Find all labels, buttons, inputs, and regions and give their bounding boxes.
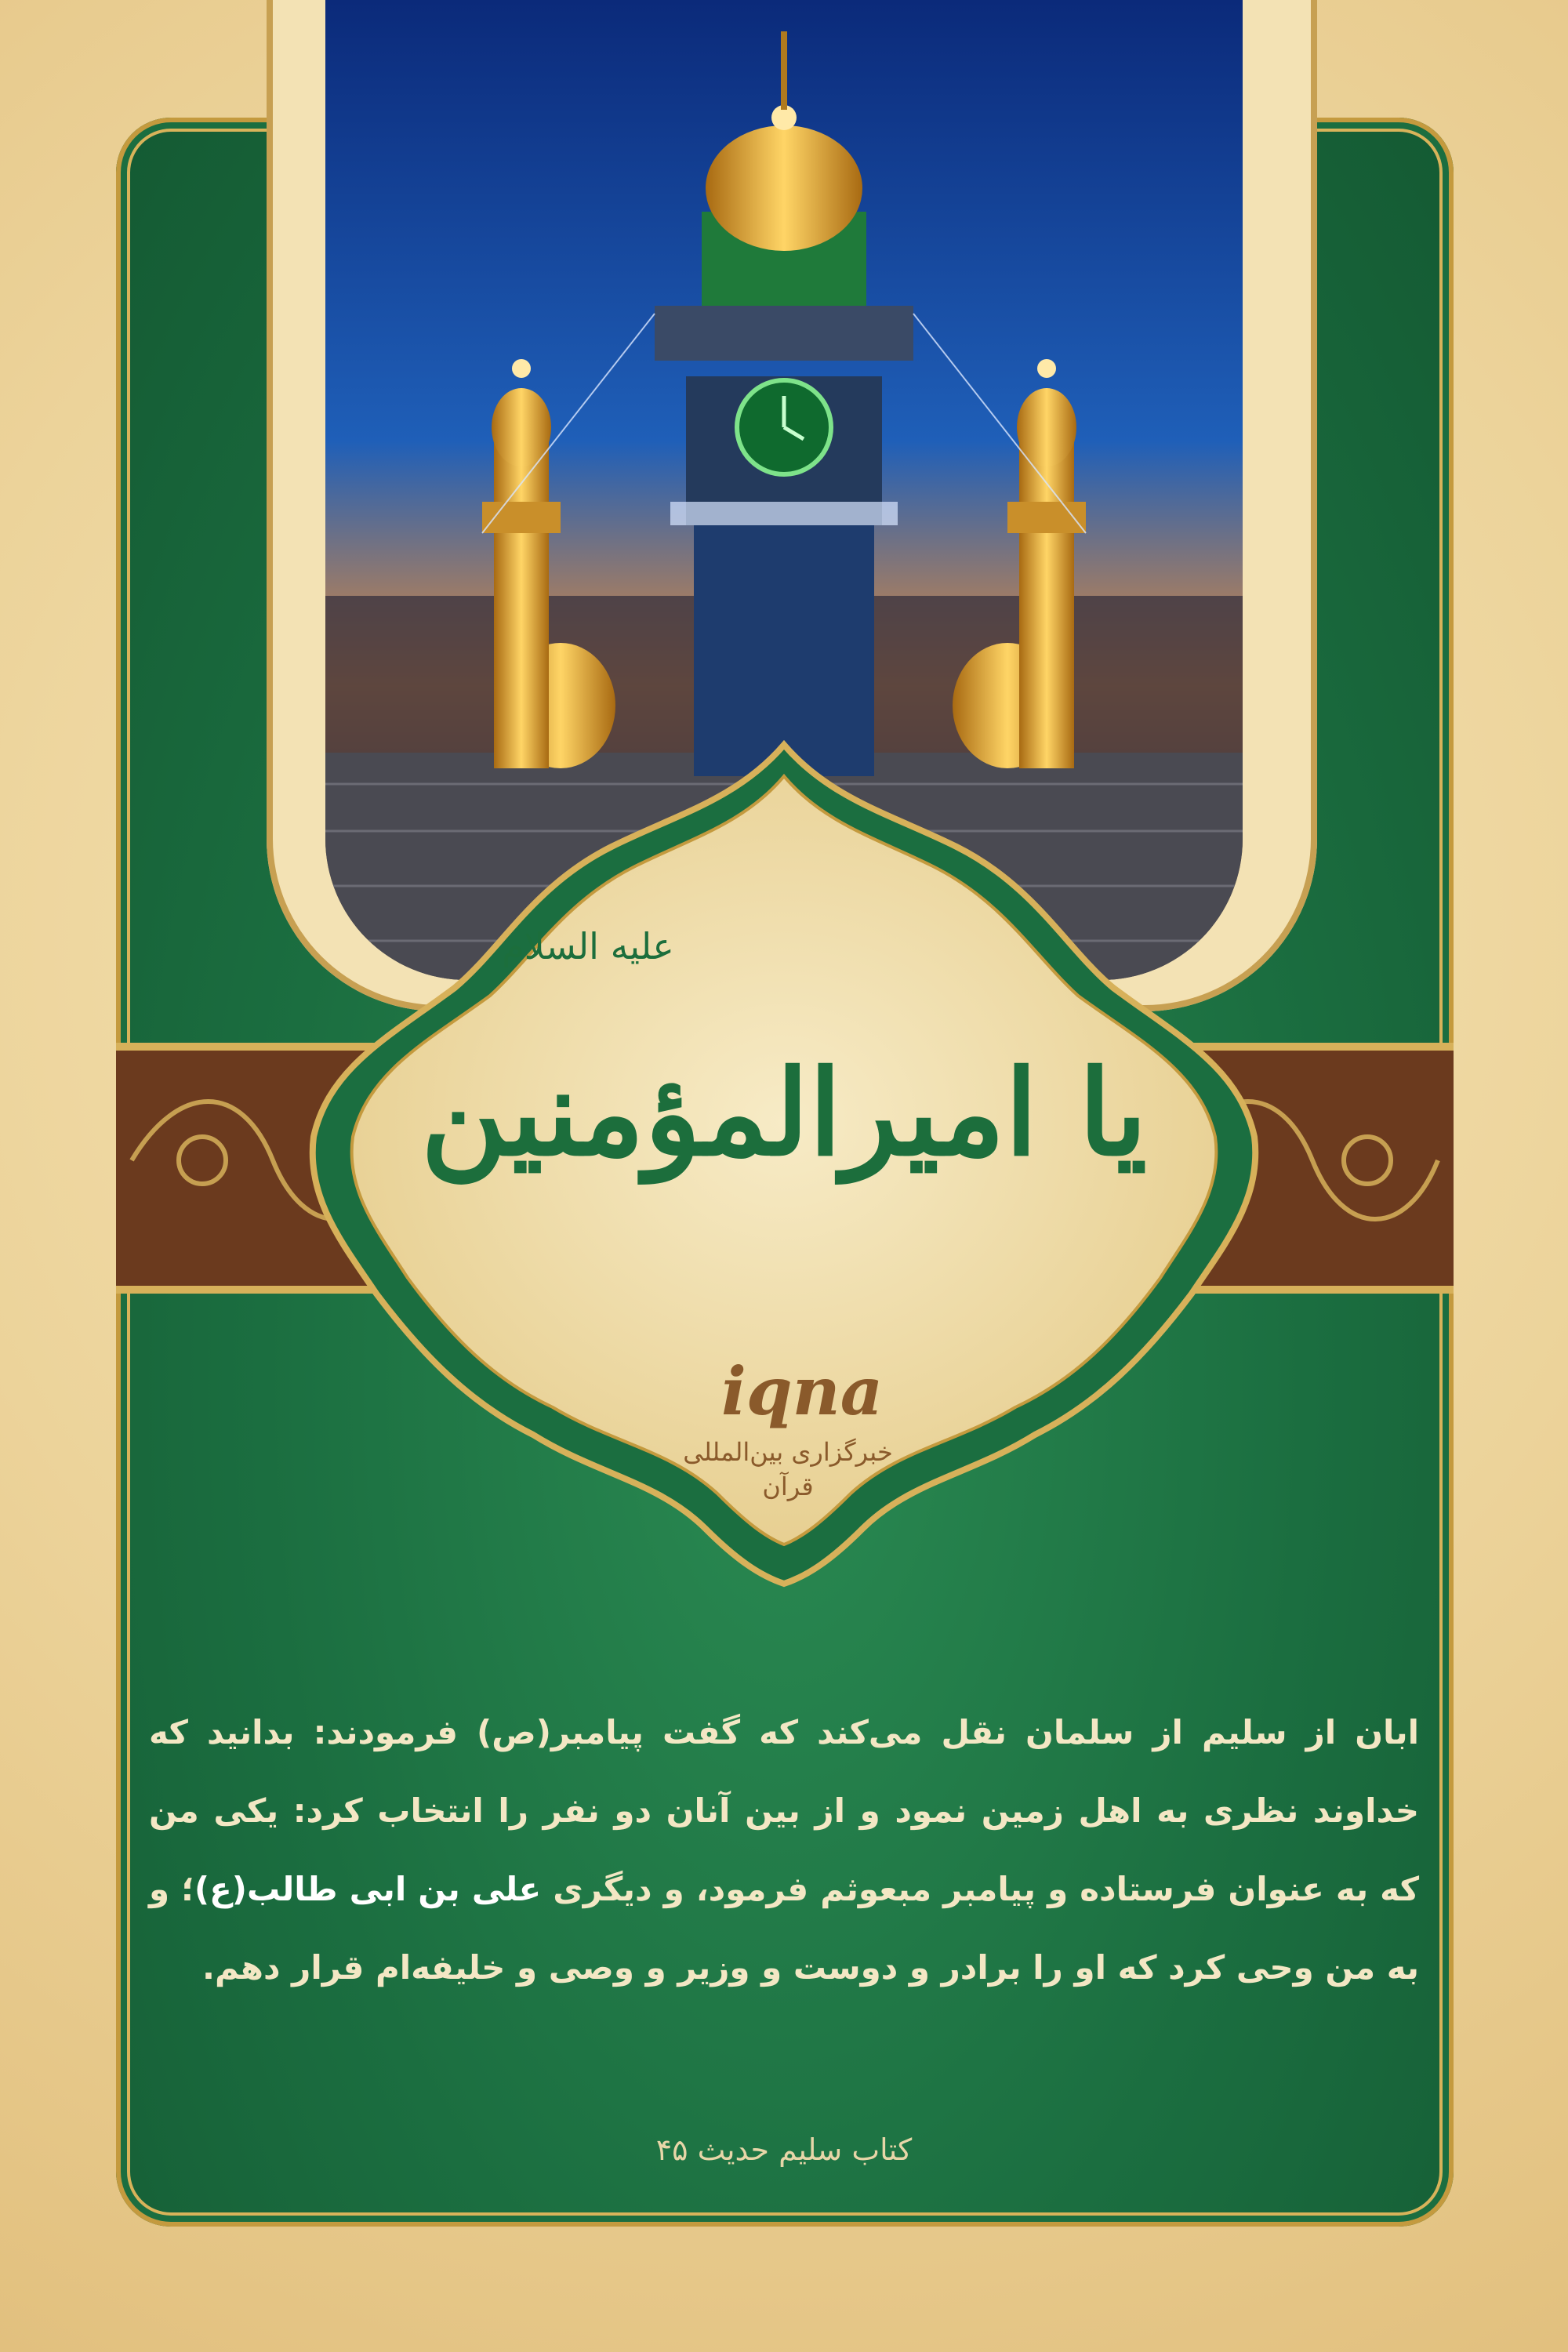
hadith-highlight: علی بن ابی طالب(ع) — [194, 1870, 542, 1908]
logo-subtitle-line2: قرآن — [762, 1472, 814, 1501]
title-calligraphy: یا امیرالمؤمنین — [420, 1044, 1148, 1182]
salutation: علیه السلام — [502, 925, 674, 967]
logo-subtitle — [682, 1435, 894, 1505]
hadith-part1: ابان از سلیم از سلمان نقل می‌کند که گفت پیامبر(ص) فرمودند: بدانید که خداوند نظری به اهل زمین نمود و از بین آنان دو نفر را انتخاب کرد: یکی من که به عنوان فرستاده و پیامبر مبعوثم فرمود، و دیگری — [149, 1713, 1420, 1908]
iqna-logo: iqna — [721, 1352, 884, 1430]
logo-subtitle-line1: خبرگزاری بین‌المللی — [683, 1437, 893, 1467]
hadith-text — [149, 1693, 1419, 2007]
hadith-part2: ؛ و به من وحی کرد که او را برادر و دوست و وزیر و وصی و خلیفه‌ام قرار دهم. — [149, 1870, 1419, 1987]
source-citation: کتاب سلیم حدیث ۴۵ — [655, 2132, 913, 2167]
